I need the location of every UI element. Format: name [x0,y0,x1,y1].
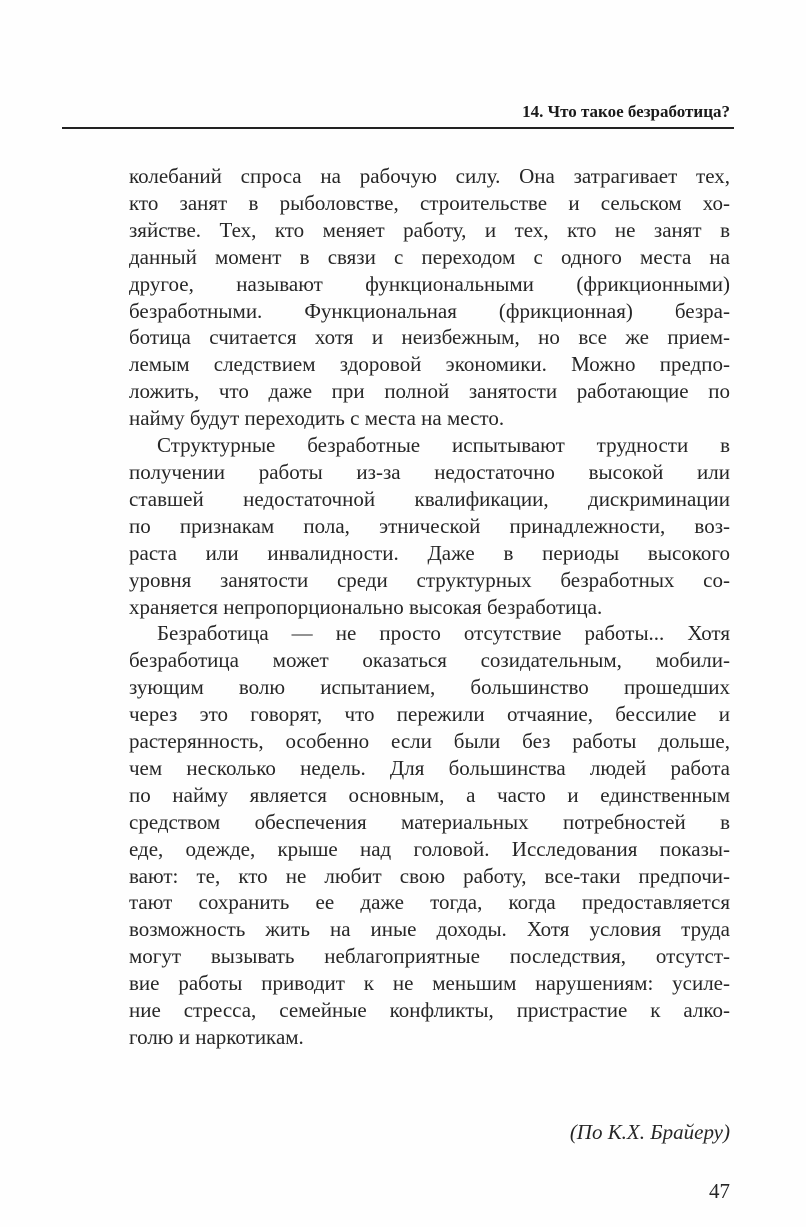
text-line: вают: те, кто не любит свою работу, все-таки предпочи- [129,863,730,888]
text-line: ботица считается хотя и неизбежным, но все же прием- [129,325,730,350]
text-line: через это говорят, что пережили отчаяние, бессилие и [129,702,730,727]
text-line: лемым следствием здоровой экономики. Можно предпо- [129,352,730,377]
text-line: голю и наркотикам. [129,1025,304,1049]
text-line: могут вызывать неблагоприятные последствия, отсутст- [129,944,730,969]
text-line: растерянность, особенно если были без работы дольше, [129,729,730,754]
text-line: безработными. Функциональная (фрикционная) безра- [129,298,730,323]
header-rule [62,127,734,129]
paragraph-2 [129,432,730,620]
text-line: раста или инвалидности. Даже в периоды высокого [129,540,730,565]
text-line: данный момент в связи с переходом с одного места на [129,244,730,269]
text-line: Структурные безработные испытывают трудности в [157,433,730,458]
text-line: другое, называют функциональными (фрикционными) [129,271,730,296]
text-line: еде, одежде, крыше над головой. Исследования показы- [129,836,730,861]
text-line: храняется непропорционально высокая безработица. [129,594,603,619]
text-line: колебаний спроса на рабочую силу. Она затрагивает тех, [129,164,730,188]
text-line: по признакам пола, этнической принадлежности, воз- [129,513,730,538]
source-attribution: (По К.Х. Брайеру) [569,1120,730,1144]
text-line: зяйстве. Тех, кто меняет работу, и тех, кто не занят в [129,217,730,242]
text-line: ние стресса, семейные конфликты, пристрастие к алко- [129,998,730,1023]
body-text [129,163,730,1051]
text-line: чем несколько недель. Для большинства людей работа [129,755,730,780]
text-line: получении работы из-за недостаточно высокой или [129,459,730,484]
paragraph-1 [129,163,730,432]
text-line: найму будут переходить с места на место. [129,406,505,431]
text-line: средством обеспечения материальных потребностей в [129,809,730,834]
text-line: кто занят в рыболовстве, строительстве и сельском хо- [129,190,730,215]
running-header: 14. Что такое безработица? [522,102,730,121]
text-line: вие работы приводит к не меньшим нарушениям: усиле- [129,971,730,996]
text-line: возможность жить на иные доходы. Хотя условия труда [129,917,730,942]
text-line: зующим волю испытанием, большинство прошедших [129,675,730,700]
paragraph-3 [129,620,730,1051]
text-line: ложить, что даже при полной занятости работающие по [129,379,730,404]
text-line: тают сохранить ее даже тогда, когда предоставляется [129,890,730,915]
page-number: 47 [709,1179,730,1203]
text-line: уровня занятости среди структурных безработных со- [129,567,730,592]
text-line: Безработица — не просто отсутствие работы... Хотя [157,621,730,646]
text-line: ставшей недостаточной квалификации, дискриминации [129,486,730,511]
text-line: безработица может оказаться созидательным, мобили- [129,648,730,673]
text-line: по найму является основным, а часто и единственным [129,782,730,807]
